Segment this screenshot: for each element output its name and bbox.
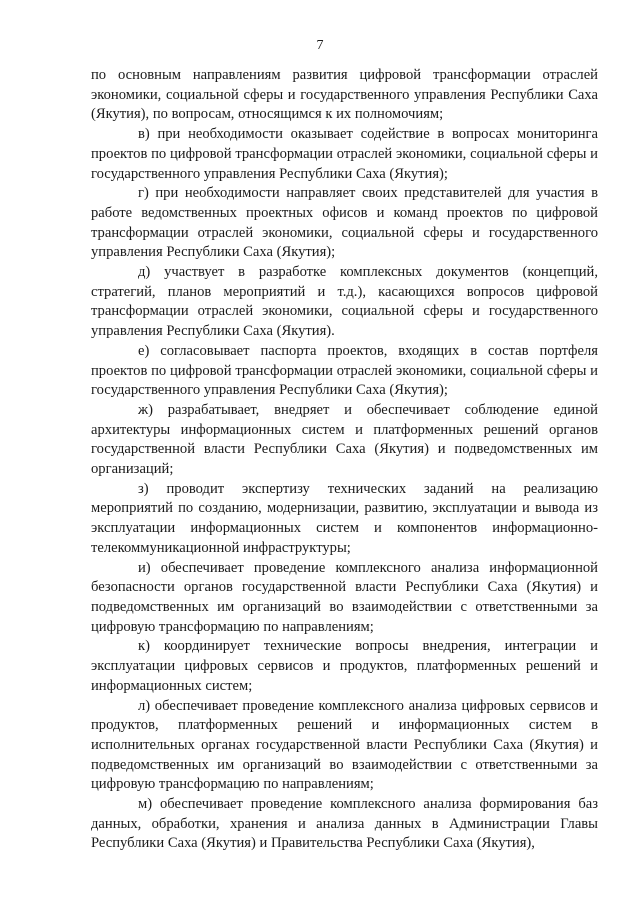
paragraph-continuation: по основным направлениям развития цифровой трансформации отраслей экономики, социальной сферы и государственного управления Республики Саха (Якутия), по вопросам, относящимся к их полномочиям; bbox=[91, 67, 598, 123]
paragraph-item-zh: ж) разрабатывает, внедряет и обеспечивает соблюдение единой архитектуры информационных систем и платформенных решений органов государственной власти Республики Саха (Якутия) и подведомственных им организаций; bbox=[91, 401, 598, 478]
paragraph-item-z: з) проводит экспертизу технических заданий на реализацию мероприятий по созданию, модернизации, развитию, эксплуатации и вывода из эксплуатации информационных систем и компонентов информационно-телекоммуникационной инфраструктуры; bbox=[91, 480, 598, 556]
paragraph-item-g: г) при необходимости направляет своих представителей для участия в работе ведомственных проектных офисов и команд проектов по цифровой трансформации отраслей экономики, социальной сферы и государственного управления Республики Саха (Якутия); bbox=[91, 185, 598, 261]
paragraph-item-d: д) участвует в разработке комплексных документов (концепций, стратегий, планов мероприятий и т.д.), касающихся вопросов цифровой трансформации отраслей экономики, социальной сферы и государственного управления Республики Саха (Якутия). bbox=[91, 264, 598, 340]
paragraph-item-k: к) координирует технические вопросы внедрения, интеграции и эксплуатации цифровых сервисов и продуктов, платформенных решений и информационных систем; bbox=[91, 638, 598, 694]
paragraph-item-m: м) обеспечивает проведение комплексного анализа формирования баз данных, обработки, хранения и анализа данных в Администрации Главы Республики Саха (Якутия) и Правительства Республики Саха (Якутия), bbox=[91, 796, 598, 852]
paragraph-item-e: е) согласовывает паспорта проектов, входящих в состав портфеля проектов по цифровой трансформации отраслей экономики, социальной сферы и государственного управления Республики Саха (Якутия); bbox=[91, 342, 598, 399]
document-body bbox=[91, 66, 598, 854]
page-number: 7 bbox=[316, 38, 324, 53]
paragraph-item-i: и) обеспечивает проведение комплексного анализа информационной безопасности органов государственной власти Республики Саха (Якутия) и подведомственных им организаций во взаимодействии с ответственными за цифровую трансформацию по направлениям; bbox=[91, 559, 598, 635]
paragraph-item-l: л) обеспечивает проведение комплексного анализа цифровых сервисов и продуктов, платформенных решений и информационных систем в исполнительных органах государственной власти Республики Саха (Якутия) и подведомственных им организаций во взаимодействии с ответственными за цифровую трансформацию по направлениям; bbox=[91, 697, 598, 793]
paragraph-item-v: в) при необходимости оказывает содействие в вопросах мониторинга проектов по цифровой трансформации отраслей экономики, социальной сферы и государственного управления Республики Саха (Якутия); bbox=[91, 126, 598, 182]
